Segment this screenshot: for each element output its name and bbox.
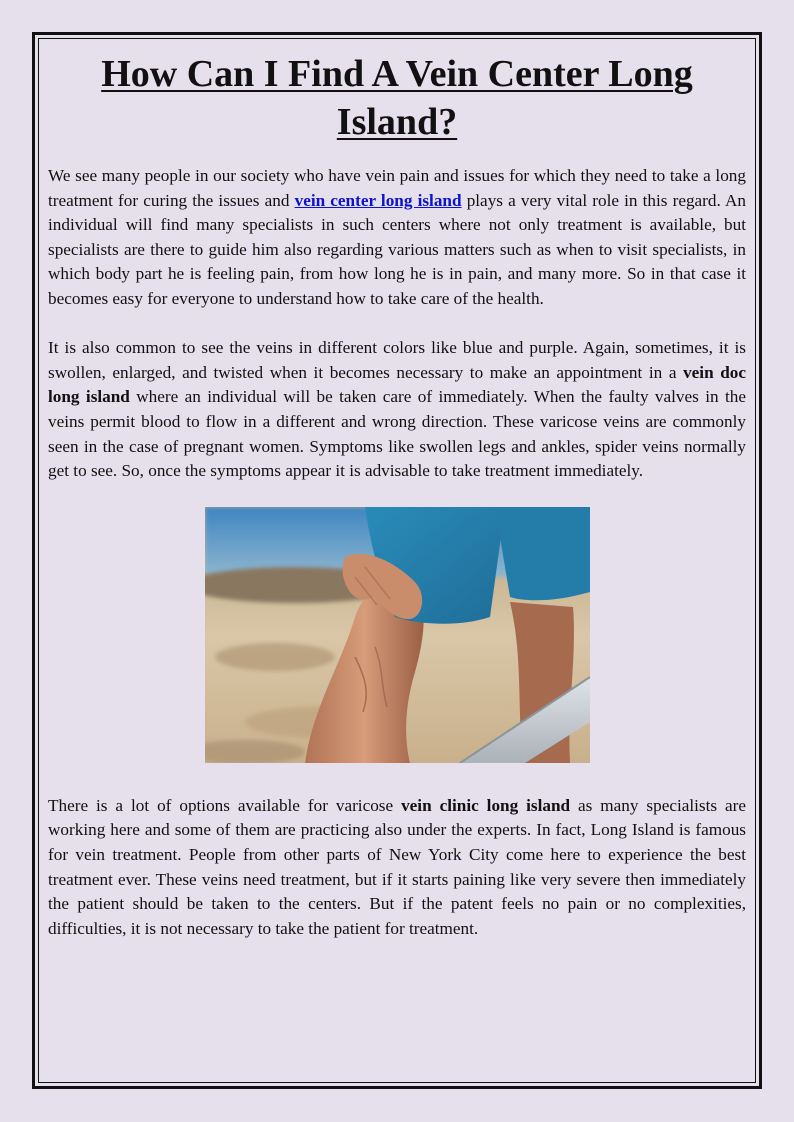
page-title (48, 48, 746, 146)
figure (48, 507, 746, 763)
paragraph-intro-text-a: We see many people in our society who have vein pain and issues for which they need to take a long treatment for curing the issues and (48, 166, 746, 210)
paragraph-intro (48, 164, 746, 312)
paragraph-options-text-b: as many specialists are working here and some of them are practicing also under the experts. In fact, Long Island is famous for vein treatment. People from other parts of New York City come here to experience the best treatment ever. These veins need treatment, but if it starts paining like very severe then immediately the patient should be taken to the centers. But if the patent feels no pain or no complexities, difficulties, it is not necessary to take the patient for treatment. (48, 795, 747, 938)
leg-pain-photo (205, 507, 590, 763)
keyword-vein-clinic: vein clinic long island (401, 795, 571, 815)
title-line-2: Island? (336, 101, 458, 143)
paragraph-options-text-a: There is a lot of options available for varicose (48, 795, 402, 815)
keyword-vein-doc: vein doc long island (48, 362, 747, 407)
paragraph-symptoms (48, 336, 746, 484)
vein-center-link[interactable]: vein center long island (294, 190, 462, 210)
title-line-1: How Can I Find A Vein Center Long (101, 53, 693, 95)
paragraph-symptoms-text-b: where an individual will be taken care of immediately. When the faulty valves in the veins permit blood to flow in a different and wrong direction. These varicose veins are commonly seen in the case of pregnant women. Symptoms like swollen legs and ankles, spider veins normally get to see. So, once the symptoms appear it is advisable to take treatment immediately. (48, 387, 746, 481)
document-body (48, 48, 746, 941)
paragraph-options (48, 794, 746, 942)
paragraph-symptoms-text-a: It is also common to see the veins in different colors like blue and purple. Again, sometimes, it is swollen, enlarged, and twisted when it becomes necessary to make an appointment in a (48, 338, 746, 382)
paragraph-intro-text-b: plays a very vital role in this regard. An individual will find many specialists in such centers where not only treatment is available, but specialists are there to guide him also regarding various matters such as when to visit specialists, in which body part he is feeling pain, from how long he is in pain, and many more. So in that case it becomes easy for everyone to understand how to take care of the health. (48, 190, 747, 308)
